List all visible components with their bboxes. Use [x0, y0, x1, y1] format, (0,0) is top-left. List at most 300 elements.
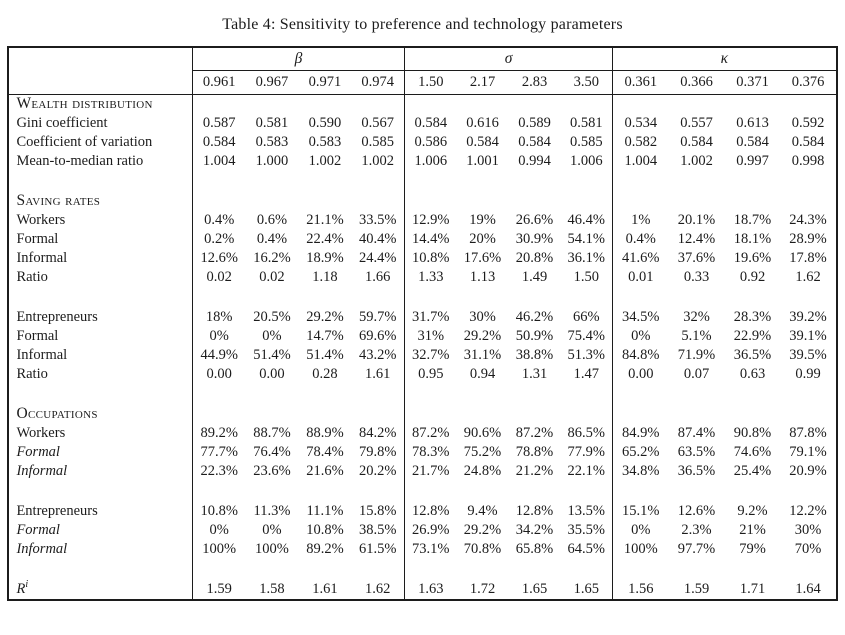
cell: 89.2% — [200, 424, 238, 441]
cell: 39.2% — [789, 308, 827, 325]
cell: 0.4% — [204, 211, 235, 228]
cell — [351, 405, 404, 424]
cell — [457, 192, 509, 211]
cell: 31% — [417, 327, 445, 344]
cell: 1.72 — [469, 580, 496, 597]
cell: 33.5% — [351, 211, 404, 230]
cell: 22.3% — [200, 462, 238, 479]
param-value-sigma: 2.17 — [457, 71, 509, 95]
param-header-row — [8, 71, 836, 95]
cell: 0.616 — [466, 114, 499, 131]
cell — [613, 95, 669, 115]
cell — [351, 95, 404, 115]
cell — [298, 384, 351, 405]
table-row — [8, 540, 836, 559]
cell — [781, 287, 837, 308]
cell: 66% — [561, 308, 613, 327]
table-row — [8, 249, 836, 268]
cell: 12.8% — [412, 502, 450, 519]
cell: 44.9% — [200, 346, 238, 363]
cell — [298, 192, 351, 211]
cell — [781, 171, 837, 192]
cell — [245, 171, 298, 192]
param-value-kappa: 0.376 — [781, 71, 837, 95]
group-symbol-beta: β — [192, 47, 404, 71]
cell: 20% — [469, 230, 496, 247]
spacer-row — [8, 481, 836, 502]
cell: 51.4% — [306, 346, 344, 363]
cell: 71.9% — [677, 346, 716, 363]
cell: 0.63 — [739, 365, 766, 382]
cell — [725, 481, 781, 502]
cell: 29.2% — [463, 327, 502, 344]
param-value-sigma: 3.50 — [561, 71, 613, 95]
cell: 0.00 — [259, 365, 285, 382]
cell: 75.2% — [463, 443, 502, 460]
cell: 30.9% — [515, 230, 554, 247]
cell: 0.585 — [351, 133, 404, 152]
cell: 29.2% — [463, 521, 502, 538]
row-label: Formal — [8, 443, 192, 462]
cell: 28.9% — [789, 230, 827, 247]
cell — [561, 95, 613, 115]
row-label: Entrepreneurs — [8, 502, 192, 521]
cell: 0.584 — [202, 133, 236, 150]
cell: 0.567 — [351, 114, 404, 133]
cell: 1.18 — [312, 268, 338, 285]
cell — [613, 405, 669, 424]
cell: 46.4% — [561, 211, 613, 230]
cell — [669, 559, 725, 580]
row-label: Mean-to-median ratio — [8, 152, 192, 171]
cell: 77.9% — [561, 443, 613, 462]
cell — [405, 559, 457, 580]
cell: 0.01 — [628, 268, 654, 285]
cell: 0.581 — [255, 114, 289, 131]
cell — [669, 405, 725, 424]
cell: 40.4% — [351, 230, 404, 249]
row-label — [8, 559, 192, 580]
cell: 31.1% — [463, 346, 502, 363]
cell: 0.00 — [206, 365, 232, 382]
cell: 0.584 — [736, 133, 769, 150]
cell: 39.1% — [789, 327, 827, 344]
row-label: Informal — [8, 346, 192, 365]
cell: 12.9% — [412, 211, 450, 228]
cell: 30% — [469, 308, 496, 325]
cell — [725, 192, 781, 211]
cell — [245, 559, 298, 580]
corner-cell — [8, 71, 192, 95]
cell: 0.00 — [628, 365, 654, 382]
cell: 1.63 — [418, 580, 444, 597]
cell: 20.1% — [677, 211, 716, 228]
cell: 1.64 — [795, 580, 821, 597]
cell: 0.92 — [739, 268, 766, 285]
cell: 18.9% — [306, 249, 344, 266]
row-label: $R^i$ — [8, 580, 192, 600]
cell — [561, 192, 613, 211]
spacer-row — [8, 287, 836, 308]
cell — [192, 287, 245, 308]
cell: 0.2% — [204, 230, 235, 247]
cell: 70% — [794, 540, 822, 557]
table-row — [8, 114, 836, 133]
cell: 0.584 — [518, 133, 551, 150]
cell — [613, 481, 669, 502]
cell — [509, 481, 561, 502]
cell — [561, 481, 613, 502]
cell: 20.5% — [253, 308, 291, 325]
table-row — [8, 365, 836, 384]
cell — [351, 287, 404, 308]
cell: 97.7% — [677, 540, 716, 557]
cell: 78.8% — [515, 443, 554, 460]
row-label — [8, 287, 192, 308]
group-symbol-sigma: σ — [405, 47, 613, 71]
cell: 0.583 — [308, 133, 342, 150]
cell: 75.4% — [561, 327, 613, 346]
cell: 12.6% — [200, 249, 238, 266]
table-header — [8, 47, 836, 95]
cell: 41.6% — [622, 249, 660, 266]
param-value-kappa: 0.371 — [725, 71, 781, 95]
cell — [561, 405, 613, 424]
table-row — [8, 152, 836, 171]
cell — [457, 95, 509, 115]
cell — [351, 171, 404, 192]
row-label: Formal — [8, 327, 192, 346]
cell — [613, 192, 669, 211]
cell: 0.534 — [624, 114, 658, 131]
table-row — [8, 211, 836, 230]
cell: 69.6% — [351, 327, 404, 346]
table-row — [8, 462, 836, 481]
cell: 21% — [739, 521, 766, 538]
cell — [669, 192, 725, 211]
cell: 28.3% — [733, 308, 772, 325]
cell: 26.6% — [515, 211, 554, 228]
cell: 0.94 — [469, 365, 496, 382]
cell — [509, 384, 561, 405]
cell: 21.6% — [306, 462, 344, 479]
cell: 78.4% — [306, 443, 344, 460]
spacer-row — [8, 384, 836, 405]
cell: 0.589 — [518, 114, 551, 131]
cell — [561, 287, 613, 308]
table-row — [8, 424, 836, 443]
cell: 11.1% — [306, 502, 344, 519]
cell: 0.581 — [561, 114, 613, 133]
cell — [613, 171, 669, 192]
cell — [245, 481, 298, 502]
cell: 31.7% — [412, 308, 450, 325]
cell: 22.1% — [561, 462, 613, 481]
cell: 0.557 — [680, 114, 713, 131]
row-label: Ratio — [8, 365, 192, 384]
cell: 24.3% — [789, 211, 827, 228]
cell: 22.9% — [733, 327, 772, 344]
table-row — [8, 502, 836, 521]
cell — [781, 95, 837, 115]
param-value-beta: 0.961 — [192, 71, 245, 95]
spacer-row — [8, 171, 836, 192]
cell: 59.7% — [351, 308, 404, 327]
table-caption: Table 4: Sensitivity to preference and technology parameters — [222, 16, 623, 33]
table-row — [8, 192, 836, 211]
cell — [725, 95, 781, 115]
cell — [192, 481, 245, 502]
cell — [457, 287, 509, 308]
cell: 38.5% — [351, 521, 404, 540]
cell: 16.2% — [253, 249, 291, 266]
cell — [245, 287, 298, 308]
cell: 1.001 — [466, 152, 499, 169]
cell: 9.2% — [737, 502, 768, 519]
cell: 1.006 — [561, 152, 613, 171]
cell — [351, 481, 404, 502]
cell: 20.9% — [789, 462, 827, 479]
cell — [192, 559, 245, 580]
cell: 51.4% — [253, 346, 291, 363]
cell: 0.998 — [791, 152, 825, 169]
cell — [781, 481, 837, 502]
cell: 100% — [202, 540, 237, 557]
table-body — [8, 95, 836, 601]
param-value-sigma: 2.83 — [509, 71, 561, 95]
cell: 1.002 — [351, 152, 404, 171]
row-label: Gini coefficient — [8, 114, 192, 133]
cell — [245, 405, 298, 424]
cell: 10.8% — [200, 502, 238, 519]
cell — [509, 287, 561, 308]
cell — [351, 192, 404, 211]
cell: 21.7% — [412, 462, 450, 479]
cell — [725, 405, 781, 424]
cell — [781, 559, 837, 580]
cell — [509, 559, 561, 580]
cell: 18% — [205, 308, 233, 325]
cell: 0.584 — [414, 114, 448, 131]
cell — [192, 405, 245, 424]
cell: 12.6% — [677, 502, 716, 519]
cell: 90.6% — [463, 424, 502, 441]
cell: 86.5% — [561, 424, 613, 443]
cell: 87.2% — [515, 424, 554, 441]
cell: 1.002 — [308, 152, 342, 169]
cell — [561, 171, 613, 192]
cell — [725, 287, 781, 308]
row-label: Entrepreneurs — [8, 308, 192, 327]
cell: 1.61 — [312, 580, 338, 597]
cell — [509, 405, 561, 424]
cell — [457, 171, 509, 192]
cell: 0.587 — [202, 114, 236, 131]
cell: 89.2% — [306, 540, 344, 557]
param-value-kappa: 0.366 — [669, 71, 725, 95]
cell: 78.3% — [412, 443, 450, 460]
cell: 74.6% — [733, 443, 772, 460]
cell — [405, 384, 457, 405]
cell — [457, 481, 509, 502]
cell: 50.9% — [515, 327, 554, 344]
cell — [669, 481, 725, 502]
cell: 87.4% — [677, 424, 716, 441]
cell: 19% — [469, 211, 496, 228]
row-label: Workers — [8, 424, 192, 443]
table-row — [8, 308, 836, 327]
cell — [405, 481, 457, 502]
group-header-row — [8, 47, 836, 71]
cell: 34.8% — [622, 462, 660, 479]
cell: 14.7% — [306, 327, 344, 344]
cell: 0.07 — [683, 365, 710, 382]
cell: 0.02 — [206, 268, 232, 285]
cell: 1.000 — [255, 152, 289, 169]
cell: 0.585 — [561, 133, 613, 152]
cell — [725, 384, 781, 405]
cell: 63.5% — [677, 443, 716, 460]
cell — [405, 171, 457, 192]
cell: 15.1% — [622, 502, 660, 519]
cell: 84.8% — [622, 346, 660, 363]
row-label — [8, 481, 192, 502]
cell: 24.4% — [351, 249, 404, 268]
cell — [509, 171, 561, 192]
cell: 1.59 — [683, 580, 710, 597]
cell: 35.5% — [561, 521, 613, 540]
cell: 18.7% — [733, 211, 772, 228]
table-row — [8, 95, 836, 115]
cell — [298, 287, 351, 308]
cell: 10.8% — [306, 521, 344, 538]
cell: 0.95 — [418, 365, 444, 382]
cell: 21.2% — [515, 462, 554, 479]
cell: 21.1% — [306, 211, 344, 228]
cell: 87.2% — [412, 424, 450, 441]
cell — [298, 559, 351, 580]
cell: 0.582 — [624, 133, 658, 150]
cell: 1.65 — [521, 580, 548, 597]
cell: 14.4% — [412, 230, 450, 247]
row-label: Coefficient of variation — [8, 133, 192, 152]
cell: 79.1% — [789, 443, 827, 460]
cell — [781, 384, 837, 405]
cell — [192, 384, 245, 405]
cell: 17.8% — [789, 249, 827, 266]
cell — [351, 559, 404, 580]
row-label: Ratio — [8, 268, 192, 287]
row-label: Workers — [8, 211, 192, 230]
cell: 36.5% — [677, 462, 716, 479]
table-row — [8, 346, 836, 365]
cell: 1.58 — [259, 580, 285, 597]
cell: 100% — [623, 540, 658, 557]
cell — [192, 95, 245, 115]
cell: 84.2% — [351, 424, 404, 443]
cell — [192, 192, 245, 211]
cell: 0.584 — [680, 133, 713, 150]
cell: 0.6% — [256, 211, 288, 228]
cell — [781, 192, 837, 211]
row-label: Formal — [8, 230, 192, 249]
cell: 1.59 — [206, 580, 232, 597]
cell: 0.4% — [256, 230, 288, 247]
cell — [669, 95, 725, 115]
cell: 32% — [683, 308, 710, 325]
cell: 54.1% — [561, 230, 613, 249]
cell: 22.4% — [306, 230, 344, 247]
cell — [457, 384, 509, 405]
cell — [613, 384, 669, 405]
cell: 0.584 — [466, 133, 499, 150]
cell — [298, 171, 351, 192]
cell: 79.8% — [351, 443, 404, 462]
cell: 1.002 — [680, 152, 713, 169]
cell — [245, 192, 298, 211]
cell: 34.2% — [515, 521, 554, 538]
cell: 1.50 — [561, 268, 613, 287]
cell — [457, 405, 509, 424]
section-header: Saving rates — [8, 192, 192, 211]
cell: 65.2% — [622, 443, 660, 460]
row-label: Formal — [8, 521, 192, 540]
param-value-beta: 0.967 — [245, 71, 298, 95]
cell — [245, 95, 298, 115]
cell — [669, 287, 725, 308]
table-row — [8, 268, 836, 287]
cell: 100% — [255, 540, 289, 557]
cell: 13.5% — [561, 502, 613, 521]
cell: 1.61 — [351, 365, 404, 384]
cell: 1.71 — [739, 580, 766, 597]
cell: 0.592 — [791, 114, 825, 131]
cell: 20.2% — [351, 462, 404, 481]
corner-cell — [8, 47, 192, 71]
param-value-beta: 0.971 — [298, 71, 351, 95]
cell: 39.5% — [789, 346, 827, 363]
cell — [405, 192, 457, 211]
cell: 36.1% — [561, 249, 613, 268]
row-label: Informal — [8, 540, 192, 559]
cell: 24.8% — [463, 462, 502, 479]
cell — [405, 405, 457, 424]
cell — [725, 171, 781, 192]
table-row — [8, 405, 836, 424]
cell: 0% — [262, 521, 282, 538]
cell: 1.004 — [202, 152, 236, 169]
row-label: Informal — [8, 249, 192, 268]
cell: 38.8% — [515, 346, 554, 363]
cell: 34.5% — [622, 308, 660, 325]
cell — [245, 384, 298, 405]
cell: 0.4% — [625, 230, 656, 247]
sensitivity-table — [7, 46, 837, 601]
cell: 90.8% — [733, 424, 772, 441]
group-symbol-kappa: κ — [613, 47, 837, 71]
cell: 0.28 — [312, 365, 338, 382]
cell: 76.4% — [253, 443, 291, 460]
section-header: Wealth distribution — [8, 95, 192, 115]
cell: 70.8% — [463, 540, 502, 557]
cell: 88.7% — [253, 424, 291, 441]
cell — [298, 95, 351, 115]
cell: 1.47 — [561, 365, 613, 384]
cell: 23.6% — [253, 462, 291, 479]
cell — [669, 384, 725, 405]
cell: 0.994 — [518, 152, 551, 169]
cell — [613, 287, 669, 308]
